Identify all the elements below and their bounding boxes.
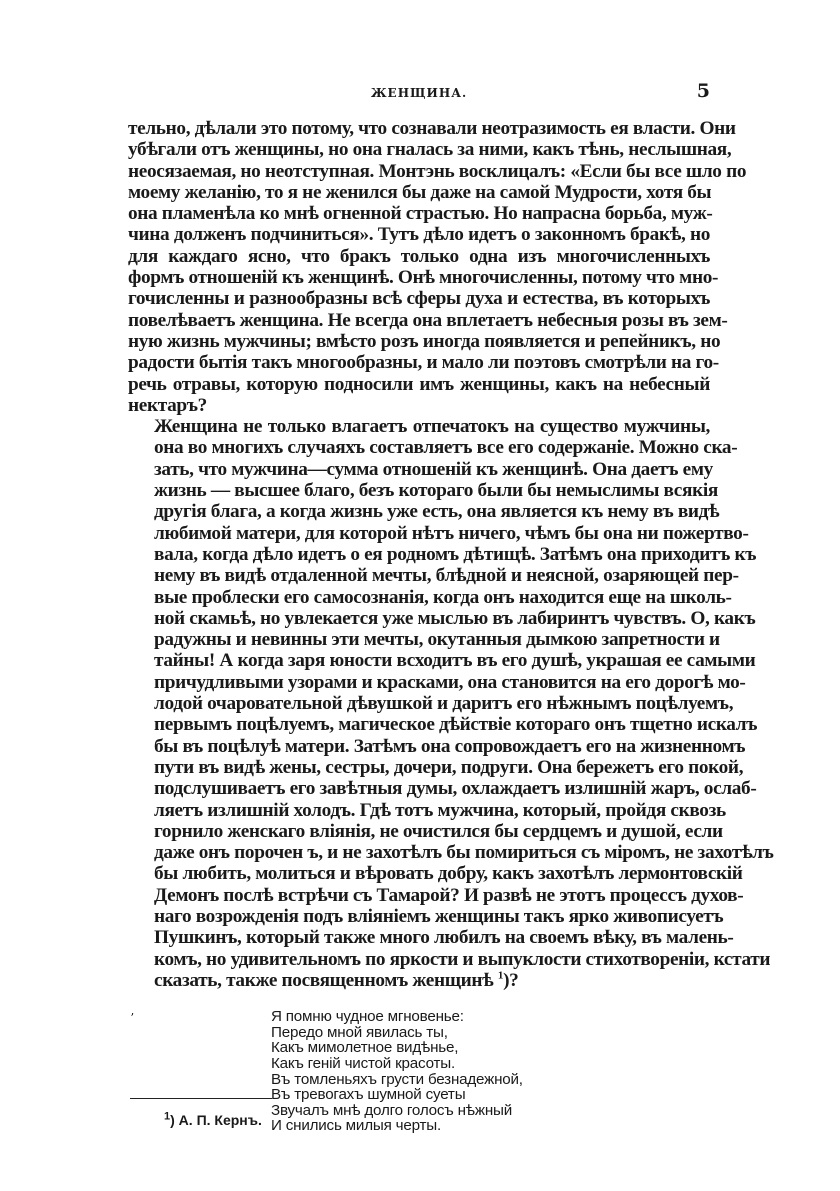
text-line: она во многихъ случаяхъ составляетъ все его содержаніе. Можно ска- [154,437,738,459]
text-line: Пушкинъ, который также много любилъ на своемъ вѣку, въ малень- [154,927,734,949]
poem-line: Въ томленьяхъ грусти безнадежной, [271,1070,523,1088]
text-line: нему въ видѣ отдаленной мечты, блѣдной и неясной, озаряющей пер- [154,565,739,587]
text-line: нектаръ? [128,394,207,416]
text-line: другія блага, а когда жизнь уже есть, она является къ нему въ видѣ [154,501,720,523]
text-line: для каждаго ясно, что бракъ только одна изъ многочисленныхъ [128,245,710,267]
text-line: вые проблески его самосознанія, когда онъ находится еще на школь- [154,586,732,608]
body-text [128,118,774,991]
text-line: жизнь — высшее благо, безъ котораго были бы немыслимы всякія [154,480,718,502]
text-line: Демонъ послѣ встрѣчи съ Тамарой? И развѣ не этотъ процессъ духов- [154,884,744,906]
text-line: формъ отношеній къ женщинѣ. Онѣ многочисленны, потому что мно- [128,267,719,289]
footnote [164,1112,262,1128]
footnote-divider [130,1098,272,1099]
text-line: лодой очаровательной дѣвушкой и даритъ его нѣжнымъ поцѣлуемъ, [154,693,734,715]
text-line: Женщина не только влагаетъ отпечатокъ на существо мужчины, [154,416,710,438]
text-line: причудливыми узорами и красками, она становится на его дорогѣ мо- [154,671,746,693]
text-line: гочисленны и разнообразны всѣ сферы духа и естества, въ которыхъ [128,288,710,310]
paragraph-2 [128,416,774,991]
running-head [128,80,710,108]
text-line: ной скамьѣ, но увлекается уже мыслью въ лабиринтъ чувствъ. О, какъ [154,607,756,629]
running-title: ЖЕНЩИНА. [370,86,468,100]
text-line: радости бытія такъ многообразны, и мало ли поэтовъ смотрѣли на го- [128,352,719,374]
text-line: зать, что мужчина—сумма отношеній къ женщинѣ. Она даетъ ему [154,458,713,480]
poem-line: Какъ геній чистой красоты. [271,1054,455,1072]
text-line-ending: )? [503,969,519,991]
text-line: наго возрожденія подъ вліяніемъ женщины такъ ярко живописуетъ [154,905,724,927]
text-line: она пламенѣла ко мнѣ огненной страстью. Но напрасна борьба, муж- [128,203,713,225]
text-line: подслушиваетъ его завѣтныя думы, охлаждаетъ излишній жаръ, ослаб- [154,778,757,800]
text-line: сказать, также посвященномъ женщинѣ [154,969,494,991]
text-line: бы любить, молиться и вѣровать добру, какъ захотѣлъ лермонтовскій [154,863,743,885]
text-line: моему желанію, то я не женился бы даже на самой Мудрости, хотя бы [128,181,712,203]
poem-line: Я помню чудное мгновенье: [271,1008,464,1026]
text-line: речь отравы, которую подносили имъ женщины, какъ на небесный [128,373,710,395]
text-line: комъ, но удивительномъ по яркости и выпуклости стихотвореніи, кстати [154,948,771,970]
text-line-last [128,970,710,991]
poem [271,1009,523,1134]
text-line: неосязаемая, но неотступная. Монтэнь восклицалъ: «Если бы все шло по [128,160,747,182]
stray-mark: ʼ [130,1011,134,1026]
text-line: первымъ поцѣлуемъ, магическое дѣйствіе котораго онъ тщетно искалъ [154,714,758,736]
text-line: горнило женскаго вліянія, не очистился бы сердцемъ и душой, если [154,820,723,842]
poem-line: Передо мной явилась ты, [271,1023,448,1041]
text-line: повелѣваетъ женщина. Не всегда она вплетаетъ небесныя розы въ зем- [128,309,728,331]
poem-line: Звучалъ мнѣ долго голосъ нѣжный [271,1101,513,1119]
poem-line: И снились милыя черты. [271,1117,441,1135]
footnote-marker: 1 [164,1110,171,1123]
book-page [128,80,774,1145]
text-line: ную жизнь мужчины; вмѣсто розъ иногда появляется и репейникъ, но [128,330,721,352]
poem-line: Какъ мимолетное видѣнье, [271,1039,459,1057]
text-line: бы въ поцѣлуѣ матери. Затѣмъ она сопровождаетъ его на жизненномъ [154,735,746,757]
footnote-text: ) А. П. Кернъ. [170,1112,262,1128]
text-line: ляетъ излишній холодъ. Гдѣ тотъ мужчина, который, пройдя сквозь [154,799,726,821]
text-line: любимой матери, для которой нѣтъ ничего, чѣмъ бы она ни пожертво- [154,522,749,544]
text-line: пути въ видѣ жены, сестры, дочери, подруги. Она бережетъ его покой, [154,756,744,778]
paragraph-1 [128,118,747,416]
text-line: чина долженъ подчиниться». Тутъ дѣло идетъ о законномъ бракѣ, но [128,224,710,246]
text-line: тайны! А когда заря юности всходитъ въ его душѣ, украшая ее самыми [154,650,756,672]
text-line: убѣгали отъ женщины, но она гналась за ними, какъ тѣнь, неслышная, [128,139,732,161]
text-line: вала, когда дѣло идетъ о ея родномъ дѣтищѣ. Затѣмъ она приходитъ къ [154,543,757,565]
text-line: даже онъ порочен ъ, и не захотѣлъ бы помириться съ міромъ, не захотѣлъ [154,842,774,864]
page-number: 5 [696,80,710,102]
poem-line: Въ тревогахъ шумной суеты [271,1086,466,1104]
text-line: радужны и невинны эти мечты, окутанныя дымкою запретности и [154,629,720,651]
text-line: тельно, дѣлали это потому, что сознавали неотразимость ея власти. Они [128,118,736,139]
footnote-ref[interactable]: 1 [497,969,504,982]
